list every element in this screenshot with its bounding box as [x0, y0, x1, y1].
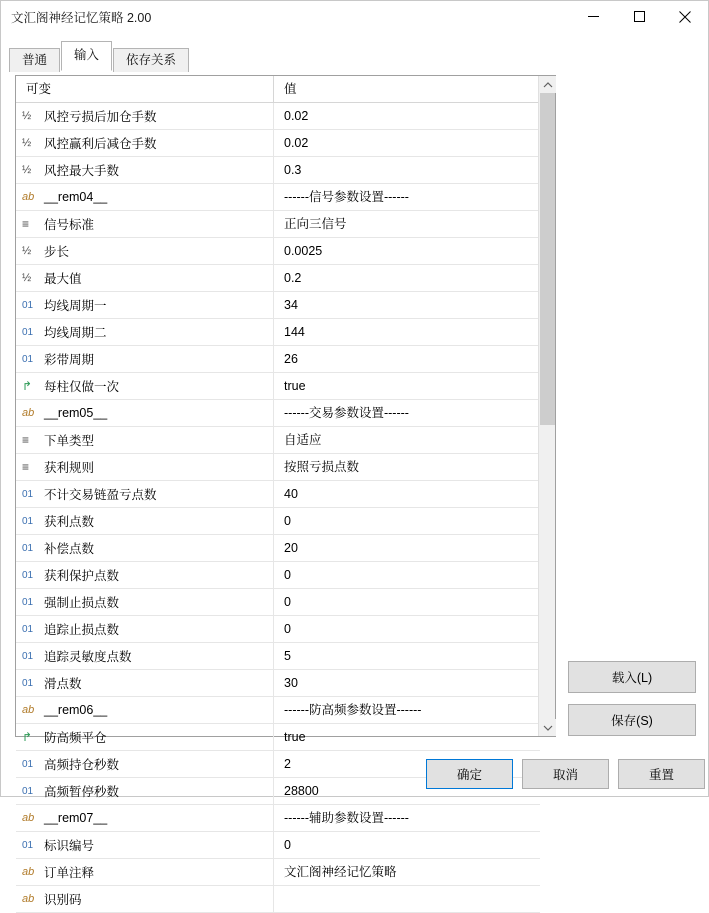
parameter-value-cell[interactable]: ------防高频参数设置------ — [284, 703, 422, 717]
int-type-icon: 01 — [22, 596, 34, 608]
table-row[interactable] — [16, 535, 540, 562]
parameter-value-cell[interactable]: 5 — [284, 649, 291, 663]
table-row[interactable] — [16, 130, 540, 157]
parameter-value-cell[interactable]: 26 — [284, 352, 298, 366]
chevron-down-icon — [544, 725, 552, 731]
parameter-value-cell[interactable]: 0.3 — [284, 163, 302, 177]
title-bar — [1, 1, 708, 33]
parameter-name-cell — [16, 508, 274, 534]
table-row[interactable] — [16, 670, 540, 697]
parameter-value-cell[interactable]: ------信号参数设置------ — [284, 190, 409, 204]
int-type-icon: 01 — [22, 677, 34, 689]
half-type-icon: ½ — [22, 272, 32, 284]
table-row[interactable] — [16, 184, 540, 211]
parameter-name: 获利保护点数 — [44, 569, 120, 583]
close-icon — [679, 11, 691, 23]
parameter-name-cell — [16, 400, 274, 426]
int-type-icon: 01 — [22, 785, 34, 797]
parameter-name: 风控最大手数 — [44, 164, 120, 178]
reset-button[interactable]: 重置 — [618, 759, 705, 789]
table-row[interactable] — [16, 859, 540, 886]
int-type-icon: 01 — [22, 623, 34, 635]
parameter-name: __rem04__ — [44, 190, 108, 204]
ab-type-icon: ab — [22, 704, 35, 716]
parameter-name: 追踪止损点数 — [44, 623, 120, 637]
table-row[interactable] — [16, 346, 540, 373]
tab-general[interactable]: 普通 — [9, 48, 60, 72]
table-row[interactable] — [16, 886, 540, 913]
tab-dependencies[interactable]: 依存关系 — [113, 48, 189, 72]
scroll-up-button[interactable] — [539, 76, 556, 93]
parameter-name: 追踪灵敏度点数 — [44, 650, 132, 664]
column-header-value: 值 — [284, 82, 297, 96]
table-row[interactable] — [16, 265, 540, 292]
table-row[interactable] — [16, 238, 540, 265]
table-row[interactable] — [16, 373, 540, 400]
parameter-value-cell[interactable]: 正向三信号 — [284, 217, 347, 231]
cancel-button[interactable]: 取消 — [522, 759, 609, 789]
parameter-name: 不计交易链盈亏点数 — [44, 488, 157, 502]
parameter-name: 信号标准 — [44, 218, 95, 232]
parameter-value-cell[interactable]: 28800 — [284, 784, 319, 798]
parameter-value-cell[interactable]: 20 — [284, 541, 298, 555]
parameter-name-cell — [16, 238, 274, 264]
parameter-value-cell[interactable]: 0 — [284, 514, 291, 528]
parameter-value-cell[interactable]: 0.02 — [284, 109, 309, 123]
int-type-icon: 01 — [22, 515, 34, 527]
scroll-down-button[interactable] — [539, 719, 556, 736]
parameter-value-cell[interactable] — [274, 886, 540, 912]
vertical-scrollbar[interactable] — [538, 76, 555, 736]
parameter-name: 获利点数 — [44, 515, 95, 529]
parameter-value-cell[interactable]: ------交易参数设置------ — [284, 406, 409, 420]
parameter-name: 均线周期一 — [44, 299, 107, 313]
tab-strip — [9, 41, 708, 71]
close-button[interactable] — [662, 1, 708, 32]
parameter-name-cell — [16, 697, 274, 723]
table-row[interactable] — [16, 562, 540, 589]
parameter-value-cell[interactable]: 文汇阁神经记忆策略 — [284, 865, 397, 879]
load-button[interactable]: 载入(L) — [568, 661, 696, 693]
parameter-name: 强制止损点数 — [44, 596, 120, 610]
half-type-icon: ½ — [22, 110, 32, 122]
list-type-icon: ≡ — [22, 460, 30, 474]
parameter-name-cell — [16, 319, 274, 345]
parameter-name-cell — [16, 724, 274, 750]
table-row[interactable] — [16, 292, 540, 319]
parameter-name-cell — [16, 778, 274, 804]
minimize-button[interactable] — [570, 1, 616, 32]
chevron-up-icon — [544, 82, 552, 88]
parameter-value-cell[interactable]: 0.2 — [284, 271, 302, 285]
ab-type-icon: ab — [22, 893, 35, 905]
parameter-name: 补偿点数 — [44, 542, 95, 556]
parameter-name-cell — [16, 751, 274, 777]
half-type-icon: ½ — [22, 245, 32, 257]
ab-type-icon: ab — [22, 812, 35, 824]
parameter-name: 风控赢利后减仓手数 — [44, 137, 157, 151]
half-type-icon: ½ — [22, 137, 32, 149]
window-title: 文汇阁神经记忆策略 2.00 — [11, 10, 152, 25]
minimize-icon — [588, 11, 599, 22]
window-controls — [570, 1, 708, 32]
parameter-name: 订单注释 — [44, 866, 95, 880]
parameter-name-cell — [16, 616, 274, 642]
parameter-name-cell — [16, 454, 274, 480]
parameter-value-cell[interactable]: 30 — [284, 676, 298, 690]
table-row[interactable] — [16, 481, 540, 508]
parameter-name-cell — [16, 832, 274, 858]
parameter-name: 滑点数 — [44, 677, 82, 691]
bool-type-icon: ↱ — [22, 379, 33, 393]
parameter-name-cell — [16, 589, 274, 615]
parameter-name-cell — [16, 103, 274, 129]
parameter-name-cell — [16, 643, 274, 669]
parameter-name: 风控亏损后加仓手数 — [44, 110, 157, 124]
ab-type-icon: ab — [22, 866, 35, 878]
parameter-name-cell — [16, 859, 274, 885]
parameter-name: 识别码 — [44, 893, 82, 907]
parameter-value-cell[interactable]: 0 — [284, 595, 291, 609]
parameter-name: 彩带周期 — [44, 353, 95, 367]
bottom-button-group — [426, 759, 705, 789]
table-row[interactable] — [16, 211, 540, 238]
parameter-name: 标识编号 — [44, 839, 95, 853]
list-type-icon: ≡ — [22, 217, 30, 231]
table-row[interactable] — [16, 832, 540, 859]
parameter-value-cell[interactable]: 0.0025 — [284, 244, 323, 258]
table-row[interactable] — [16, 319, 540, 346]
tab-inputs[interactable]: 输入 — [61, 41, 112, 71]
int-type-icon: 01 — [22, 488, 34, 500]
table-row[interactable] — [16, 643, 540, 670]
table-row[interactable] — [16, 103, 540, 130]
table-row[interactable] — [16, 805, 540, 832]
parameter-name-cell — [16, 562, 274, 588]
int-type-icon: 01 — [22, 326, 34, 338]
parameter-name: 下单类型 — [44, 434, 95, 448]
parameter-name-cell — [16, 157, 274, 183]
table-row[interactable] — [16, 616, 540, 643]
parameter-name: __rem06__ — [44, 703, 108, 717]
column-header-variable: 可变 — [16, 76, 274, 102]
grid-header — [16, 76, 540, 103]
parameter-value-cell[interactable]: 144 — [284, 325, 305, 339]
table-row[interactable] — [16, 508, 540, 535]
parameter-name: __rem05__ — [44, 406, 108, 420]
table-row[interactable] — [16, 724, 540, 751]
ab-type-icon: ab — [22, 191, 35, 203]
parameter-value-cell[interactable]: 0.02 — [284, 136, 309, 150]
parameter-name-cell — [16, 265, 274, 291]
parameter-value-cell[interactable]: 0 — [284, 568, 291, 582]
parameter-name-cell — [16, 184, 274, 210]
parameter-name: 高频持仓秒数 — [44, 758, 120, 772]
int-type-icon: 01 — [22, 839, 34, 851]
list-type-icon: ≡ — [22, 433, 30, 447]
parameter-value-cell[interactable]: 0 — [284, 838, 291, 852]
parameter-name: __rem07__ — [44, 811, 108, 825]
parameter-value-cell[interactable]: 0 — [284, 622, 291, 636]
parameter-name-cell — [16, 211, 274, 237]
parameter-name: 高频暂停秒数 — [44, 785, 120, 799]
parameter-value-cell[interactable]: 40 — [284, 487, 298, 501]
parameter-value-cell[interactable]: 自适应 — [284, 433, 322, 447]
half-type-icon: ½ — [22, 164, 32, 176]
parameter-name-cell — [16, 886, 274, 912]
parameter-value-cell[interactable]: 按照亏损点数 — [284, 460, 360, 474]
parameter-value-cell[interactable]: 2 — [284, 757, 291, 771]
side-button-group — [568, 661, 694, 747]
maximize-icon — [634, 11, 645, 22]
int-type-icon: 01 — [22, 299, 34, 311]
parameter-name: 步长 — [44, 245, 70, 259]
parameter-name-cell — [16, 346, 274, 372]
int-type-icon: 01 — [22, 758, 34, 770]
table-row[interactable] — [16, 454, 540, 481]
grid-rows — [16, 103, 540, 913]
parameter-name: 均线周期二 — [44, 326, 107, 340]
scrollbar-thumb[interactable] — [540, 93, 555, 425]
parameter-name-cell — [16, 535, 274, 561]
parameter-value-cell[interactable]: true — [284, 379, 306, 393]
table-row[interactable] — [16, 589, 540, 616]
bool-type-icon: ↱ — [22, 730, 33, 744]
parameter-name: 每柱仅做一次 — [44, 380, 120, 394]
table-row[interactable] — [16, 697, 540, 724]
parameter-value-cell[interactable]: true — [284, 730, 306, 744]
table-row[interactable] — [16, 427, 540, 454]
parameter-name: 最大值 — [44, 272, 82, 286]
ab-type-icon: ab — [22, 407, 35, 419]
parameter-name-cell — [16, 670, 274, 696]
ok-button[interactable]: 确定 — [426, 759, 513, 789]
save-button[interactable]: 保存(S) — [568, 704, 696, 736]
parameter-value-cell[interactable]: 34 — [284, 298, 298, 312]
parameter-value-cell[interactable]: ------辅助参数设置------ — [284, 811, 409, 825]
parameter-name-cell — [16, 481, 274, 507]
int-type-icon: 01 — [22, 650, 34, 662]
table-row[interactable] — [16, 157, 540, 184]
table-row[interactable] — [16, 400, 540, 427]
parameter-name-cell — [16, 373, 274, 399]
int-type-icon: 01 — [22, 542, 34, 554]
parameter-name: 获利规则 — [44, 461, 95, 475]
int-type-icon: 01 — [22, 569, 34, 581]
parameter-name-cell — [16, 805, 274, 831]
maximize-button[interactable] — [616, 1, 662, 32]
parameter-name-cell — [16, 292, 274, 318]
int-type-icon: 01 — [22, 353, 34, 365]
parameter-name-cell — [16, 130, 274, 156]
parameter-name-cell — [16, 427, 274, 453]
parameter-name: 防高频平仓 — [44, 731, 107, 745]
